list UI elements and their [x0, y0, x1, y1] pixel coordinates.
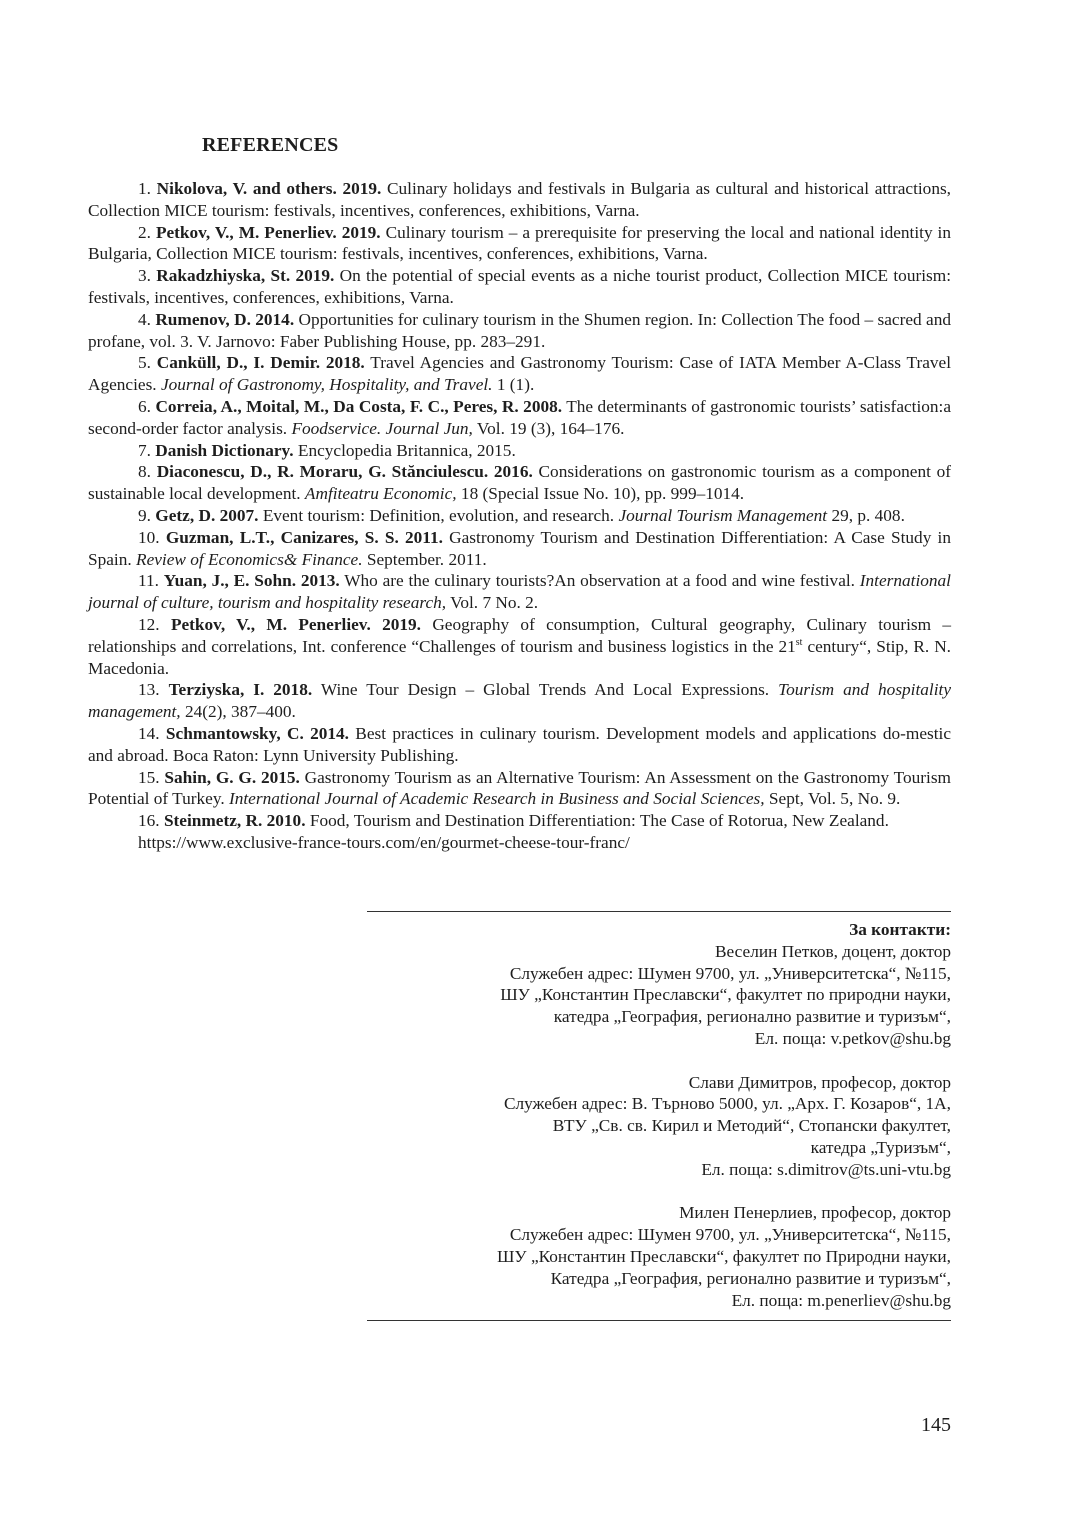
reference-details: 1 (1). — [496, 375, 535, 395]
reference-authors: Getz, D. 2007. — [155, 505, 259, 525]
reference-number: 12. — [138, 614, 160, 634]
reference-item — [88, 810, 951, 854]
reference-authors: Danish Dictionary. — [155, 440, 294, 460]
contacts-block — [351, 919, 951, 1333]
reference-item — [88, 461, 951, 505]
reference-title: Who are the culinary tourists?An observation at a food and wine festival. — [344, 571, 855, 591]
reference-title: On the potential of special events as a niche tourist product, Collection MICE tourism: festivals, incentives, conferences, exhibitions, Varna. — [88, 266, 951, 307]
reference-number: 4. — [138, 309, 151, 329]
reference-title: The determinants of gastronomic tourists’ satisfaction:a second-order factor analysis. — [88, 396, 952, 438]
reference-item — [88, 265, 951, 309]
reference-number: 10. — [138, 527, 160, 547]
reference-number: 13. — [138, 680, 160, 700]
reference-authors: Sahin, G. G. 2015. — [164, 767, 300, 787]
reference-item — [88, 767, 951, 811]
contact-person — [351, 941, 951, 1050]
reference-title: Best practices in culinary tourism. Development models and applications do-mestic and abroad. Boca Raton: Lynn University Publishing. — [88, 723, 951, 765]
reference-details: Vol. 19 (3), 164–176. — [476, 418, 625, 438]
reference-title: Travel Agencies and Gastronomy Tourism: Case of IATA Member A-Class Travel Agencies. — [88, 353, 951, 395]
reference-number: 11. — [138, 571, 159, 591]
contact-email[interactable]: Ел. поща: s.dimitrov@ts.uni-vtu.bg — [701, 1159, 951, 1179]
contact-line: Служебен адрес: Шумен 9700, ул. „Университетска“, №115, — [509, 1225, 951, 1245]
contacts-people — [351, 941, 951, 1312]
reference-authors: Guzman, L.T., Canizares, S. S. 2011. — [165, 527, 443, 547]
reference-number: 2. — [138, 222, 151, 242]
reference-item — [88, 614, 951, 679]
reference-number: 15. — [138, 767, 160, 787]
reference-number: 5. — [138, 353, 151, 373]
reference-number: 1. — [138, 179, 151, 198]
reference-title: Considerations on gastronomic tourism as a component of sustainable local development. — [88, 462, 952, 504]
reference-item — [88, 309, 951, 353]
reference-authors: Canküll, D., I. Demir. 2018. — [156, 353, 365, 373]
reference-details: century“, Stip, R. N. Macedonia. — [88, 636, 951, 678]
reference-item — [88, 178, 951, 222]
reference-title: Geography of consumption, Cultural geography, Culinary tourism – relationships and correlations, Int. conference “Challenges of tourism and business logistics in the 21 — [88, 614, 952, 656]
reference-details: Sept, Vol. 5, No. 9. — [768, 789, 901, 809]
contacts-bottom-rule — [367, 1320, 951, 1321]
reference-url[interactable]: https://www.exclusive-france-tours.com/en/gourmet-cheese-tour-franc/ — [138, 832, 630, 852]
reference-number: 7. — [138, 440, 151, 460]
reference-number: 3. — [138, 266, 151, 286]
reference-title: Gastronomy Tourism and Destination Differentiation: A Case Study in Spain. — [88, 527, 951, 569]
reference-authors: Schmantowsky, C. 2014. — [165, 723, 349, 743]
reference-authors: Petkov, V., M. Penerliev. 2019. — [170, 614, 421, 634]
contact-person — [351, 1072, 951, 1181]
contacts-top-rule — [367, 911, 951, 912]
reference-item — [88, 352, 951, 396]
page-number: 145 — [921, 1414, 951, 1436]
reference-authors: Rakadzhiyska, St. 2019. — [156, 266, 335, 286]
contact-line: ШУ „Константин Преславски“, факултет по природни науки, — [500, 985, 951, 1005]
reference-item — [88, 570, 951, 614]
reference-number: 9. — [138, 505, 151, 525]
reference-source: Journal Tourism Management — [618, 505, 828, 525]
reference-source: Journal of Gastronomy, Hospitality, and Travel. — [160, 375, 493, 395]
reference-title: Event tourism: Definition, evolution, and research. — [262, 505, 615, 525]
reference-source: Foodservice. Journal Jun, — [291, 418, 473, 438]
references-heading: REFERENCES — [202, 134, 339, 156]
contact-line: Катедра „География, регионално развитие и туризъм“, — [550, 1268, 951, 1288]
reference-item — [88, 222, 951, 266]
contact-line: Веселин Петков, доцент, доктор — [715, 941, 951, 961]
reference-title: Culinary holidays and festivals in Bulgaria as cultural and historical attractions, Collection MICE tourism: festivals, incentives, conferences, exhibitions, Varna. — [88, 179, 952, 220]
reference-title: Encyclopedia Britannica, 2015. — [297, 440, 516, 460]
reference-authors: Yuan, J., E. Sohn. 2013. — [163, 571, 340, 591]
reference-authors: Steinmetz, R. 2010. — [163, 811, 306, 831]
reference-authors: Rumenov, D. 2014. — [155, 309, 295, 329]
reference-source: Review of Economics& Finance. — [136, 549, 363, 569]
reference-details: September. 2011. — [366, 549, 487, 569]
reference-authors: Correia, A., Moital, M., Da Costa, F. C., Peres, R. 2008. — [155, 396, 563, 416]
reference-details: 29, p. 408. — [831, 505, 905, 525]
reference-authors: Nikolova, V. and others. 2019. — [156, 179, 382, 198]
reference-item — [88, 505, 951, 527]
reference-number: 6. — [138, 396, 151, 416]
contact-line: катедра „География, регионално развитие и туризъм“, — [553, 1007, 951, 1027]
reference-item — [88, 440, 951, 462]
reference-title: Wine Tour Design – Global Trends And Local Expressions. — [320, 680, 770, 700]
contact-line: Служебен адрес: Шумен 9700, ул. „Университетска“, №115, — [509, 963, 951, 983]
reference-authors: Terziyska, I. 2018. — [168, 680, 313, 700]
reference-number: 8. — [138, 462, 151, 482]
reference-title: Food, Tourism and Destination Differentiation: The Case of Rotorua, New Zealand. — [309, 811, 889, 831]
reference-details: 18 (Special Issue No. 10), pp. 999–1014. — [460, 484, 745, 504]
reference-item — [88, 679, 951, 723]
reference-source: International Journal of Academic Research in Business and Social Sciences, — [228, 789, 765, 809]
reference-number: 14. — [138, 723, 160, 743]
reference-details: 24(2), 387–400. — [184, 702, 296, 722]
reference-item — [88, 396, 951, 440]
contacts-title: За контакти: — [849, 920, 951, 939]
reference-details: Vol. 7 No. 2. — [450, 593, 539, 613]
reference-title: Gastronomy Tourism as an Alternative Tourism: An Assessment on the Gastronomy Tourism Potential of Turkey. — [88, 767, 951, 809]
contact-line: Милен Пенерлиев, професор, доктор — [679, 1203, 951, 1223]
contact-line: Служебен адрес: В. Търново 5000, ул. „Арх. Г. Козаров“, 1А, — [503, 1094, 951, 1114]
reference-item — [88, 723, 951, 767]
contact-email[interactable]: Ел. поща: m.penerliev@shu.bg — [731, 1290, 951, 1310]
reference-title: Opportunities for culinary tourism in the Shumen region. In: Collection The food – sacred and profane, vol. 3. V. Jarnovo: Faber Publishing House, pp. 283–291. — [88, 309, 951, 351]
reference-item — [88, 527, 951, 571]
reference-source: Amfiteatru Economic, — [304, 484, 457, 504]
contact-line: ВТУ „Св. св. Кирил и Методий“, Стопански факултет, — [552, 1116, 951, 1136]
reference-number: 16. — [138, 811, 160, 831]
reference-source: Tourism and hospitality management, — [88, 680, 951, 722]
reference-authors: Diaconescu, D., R. Moraru, G. Stănciulescu. 2016. — [156, 462, 533, 482]
reference-source: International journal of culture, tourism and hospitality research, — [88, 571, 951, 613]
contact-person — [351, 1202, 951, 1311]
reference-superscript: st — [795, 636, 803, 648]
contact-email[interactable]: Ел. поща: v.petkov@shu.bg — [754, 1028, 951, 1048]
contact-line: Слави Димитров, професор, доктор — [688, 1072, 951, 1092]
references-list — [88, 178, 951, 854]
contact-line: ШУ „Константин Преславски“, факултет по Природни науки, — [496, 1246, 951, 1266]
reference-authors: Petkov, V., M. Penerliev. 2019. — [155, 222, 381, 242]
contact-line: катедра „Туризъм“, — [810, 1137, 951, 1157]
reference-title: Culinary tourism – a prerequisite for preserving the local and national identity in Bulgaria, Collection MICE tourism: festivals, incentives, conferences, exhibitions, Varna. — [88, 222, 951, 264]
